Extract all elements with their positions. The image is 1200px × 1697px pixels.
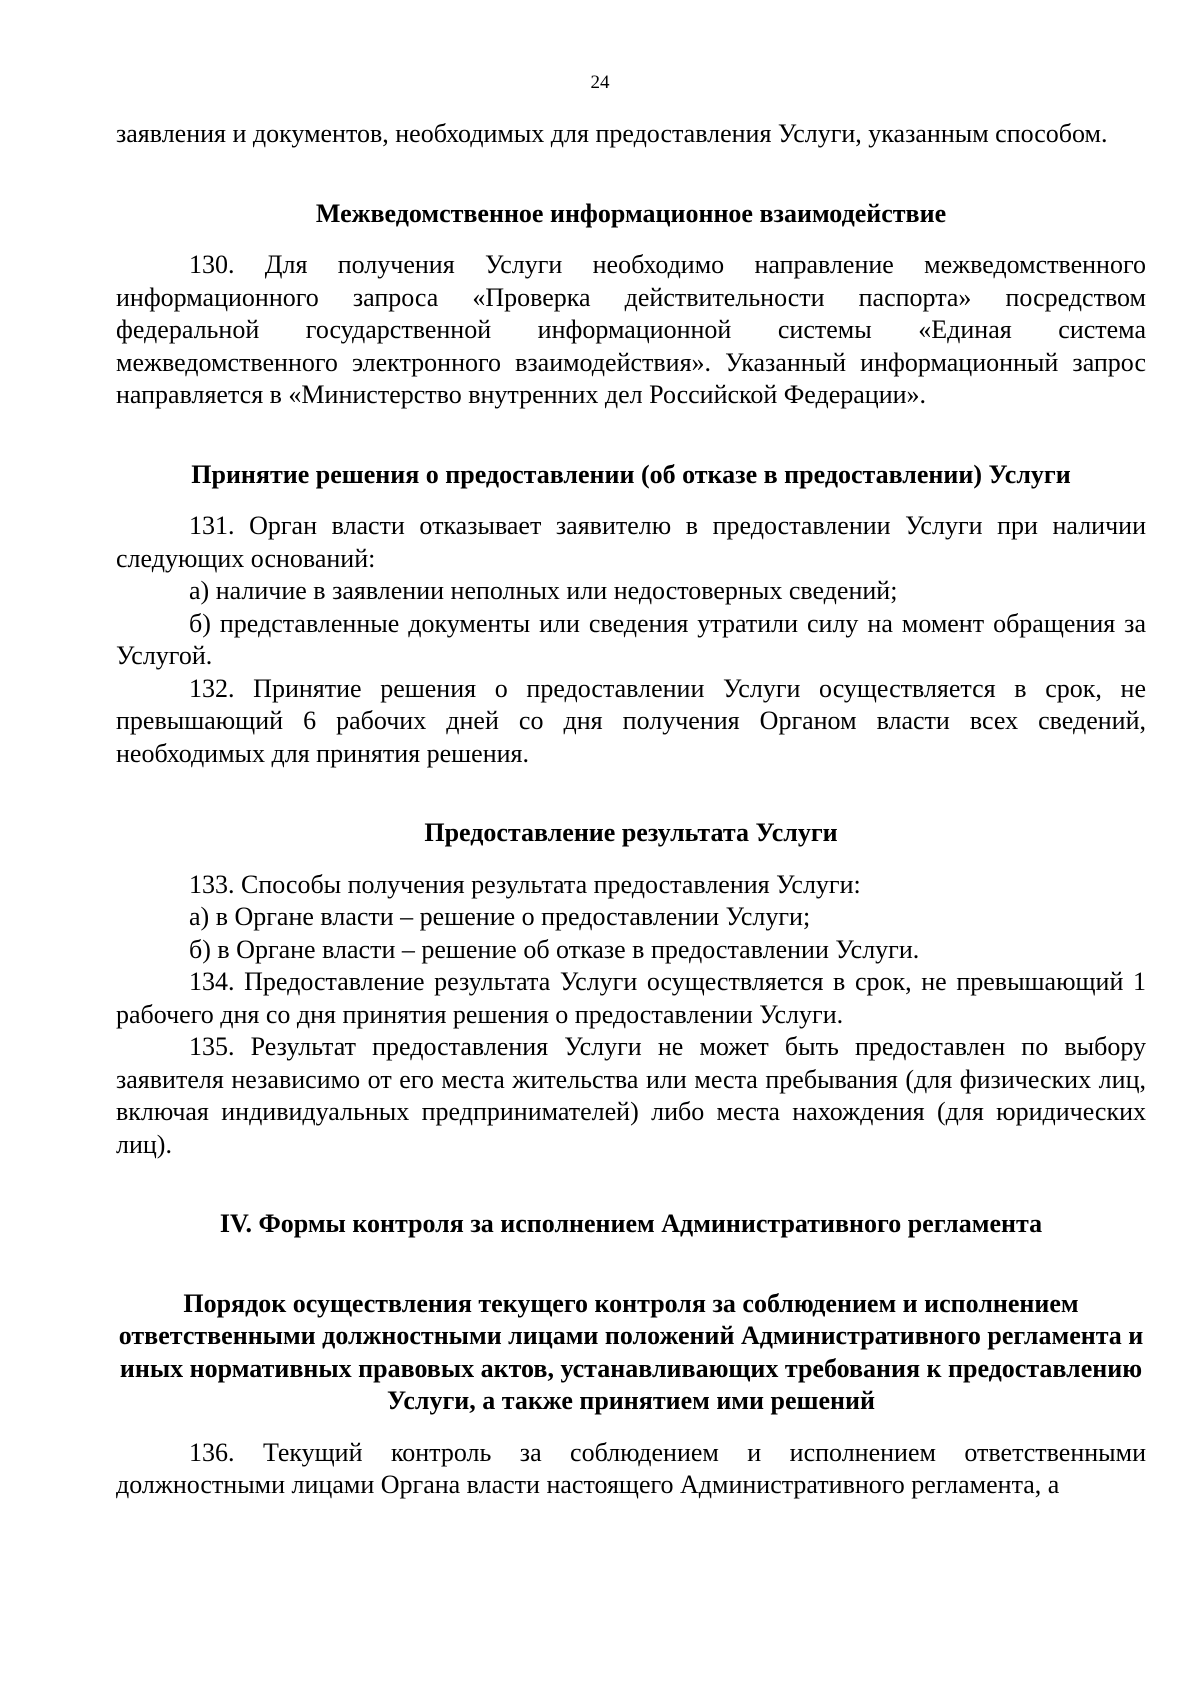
- paragraph-131-b: б) представленные документы или сведения утратили силу на момент обращения за Услугой.: [116, 608, 1146, 670]
- paragraph-continuation: заявления и документов, необходимых для предоставления Услуги, указанным способом.: [116, 119, 1108, 148]
- paragraph-133: 133. Способы получения результата предоставления Услуги:: [189, 869, 861, 899]
- paragraph-136: 136. Текущий контроль за соблюдением и исполнением ответственными должностными лицами Органа власти настоящего Административного регламента, а: [116, 1437, 1146, 1499]
- paragraph-131: 131. Орган власти отказывает заявителю в предоставлении Услуги при наличии следующих оснований:: [116, 511, 1146, 573]
- paragraph-133-a: а) в Органе власти – решение о предоставлении Услуги;: [189, 902, 811, 931]
- section-heading-result: Предоставление результата Услуги: [424, 818, 838, 847]
- section-heading-decision: Принятие решения о предоставлении (об отказе в предоставлении) Услуги: [191, 459, 1071, 489]
- paragraph-134: 134. Предоставление результата Услуги осуществляется в срок, не превышающий 1 рабочего дня со дня принятия решения о предоставлении Услуги.: [116, 967, 1146, 1029]
- paragraph-133-b: б) в Органе власти – решение об отказе в предоставлении Услуги.: [189, 934, 920, 964]
- section-heading-current-control: Порядок осуществления текущего контроля за соблюдением и исполнением ответственными должностными лицами положений Административного регламента и иных нормативных правовых актов, устанавливающих требования к предоставлению Услуги, а также принятием ими решений: [118, 1288, 1144, 1415]
- page-number: 24: [590, 72, 610, 93]
- section-heading-interagency: Межведомственное информационное взаимодействие: [315, 198, 947, 228]
- paragraph-132: 132. Принятие решения о предоставлении Услуги осуществляется в срок, не превышающий 6 рабочих дней со дня получения Органом власти всех сведений, необходимых для принятия решения.: [116, 673, 1146, 768]
- paragraph-130: 130. Для получения Услуги необходимо направление межведомственного информационного запроса «Проверка действительности паспорта» посредством федеральной государственной информационной системы «Единая система межведомственного электронного взаимодействия». Указанный информационный запрос направляется в «Министерство внутренних дел Российской Федерации».: [116, 250, 1146, 409]
- document-body: [116, 118, 1146, 1502]
- paragraph-135: 135. Результат предоставления Услуги не может быть предоставлен по выбору заявителя независимо от его места жительства или места пребывания (для физических лиц, включая индивидуальных предпринимателей) либо места нахождения (для юридических лиц).: [116, 1032, 1146, 1159]
- paragraph-131-a: а) наличие в заявлении неполных или недостоверных сведений;: [189, 576, 898, 605]
- chapter-heading-control: IV. Формы контроля за исполнением Административного регламента: [219, 1209, 1043, 1238]
